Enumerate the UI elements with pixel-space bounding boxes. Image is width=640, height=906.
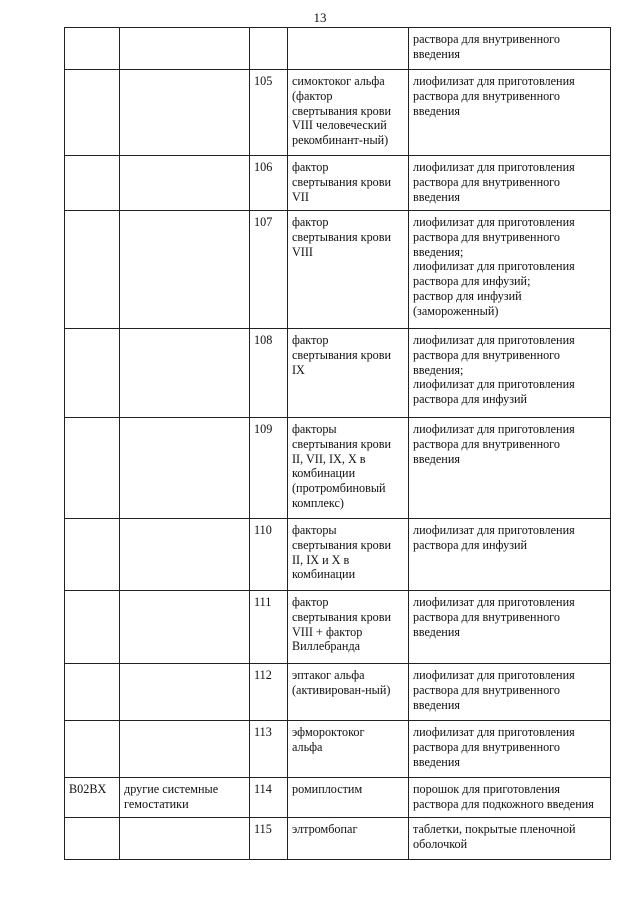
dosage-form-cell: таблетки, покрытые пленочной оболочкой (409, 818, 611, 860)
dosage-form-cell: лиофилизат для приготовления раствора для внутривенного введения (409, 70, 611, 156)
group-name-cell: другие системные гемостатики (120, 778, 250, 818)
table-row (65, 329, 611, 418)
table-row (65, 28, 611, 70)
drug-name-cell: фактор свертывания крови VIII + фактор Виллебранда (288, 591, 409, 664)
group-name-cell (120, 70, 250, 156)
group-name-cell (120, 519, 250, 591)
dosage-form-cell: лиофилизат для приготовления раствора для внутривенного введения (409, 418, 611, 519)
dosage-form-cell: лиофилизат для приготовления раствора для внутривенного введения (409, 721, 611, 778)
dosage-form-cell: лиофилизат для приготовления раствора для внутривенного введения; лиофилизат для приготовления раствора для инфузий (409, 329, 611, 418)
table-row (65, 818, 611, 860)
dosage-form-cell: лиофилизат для приготовления раствора для внутривенного введения (409, 591, 611, 664)
group-name-cell (120, 329, 250, 418)
atc-code-cell (65, 721, 120, 778)
dosage-form-cell: порошок для приготовления раствора для подкожного введения (409, 778, 611, 818)
drug-name-cell: эптаког альфа (активирован-ный) (288, 664, 409, 721)
group-name-cell (120, 591, 250, 664)
drug-name-cell: факторы свертывания крови II, IX и X в комбинации (288, 519, 409, 591)
item-number-cell (250, 28, 288, 70)
item-number-cell: 115 (250, 818, 288, 860)
atc-code-cell (65, 418, 120, 519)
item-number-cell: 112 (250, 664, 288, 721)
drug-name-cell: фактор свертывания крови VIII (288, 211, 409, 329)
atc-code-cell (65, 591, 120, 664)
group-name-cell (120, 818, 250, 860)
drug-name-cell: фактор свертывания крови IX (288, 329, 409, 418)
atc-code-cell (65, 156, 120, 211)
drug-name-cell (288, 28, 409, 70)
drug-name-cell: ромиплостим (288, 778, 409, 818)
table-row (65, 418, 611, 519)
table-row (65, 211, 611, 329)
drug-name-cell: факторы свертывания крови II, VII, IX, X в комбинации (протромбиновый комплекс) (288, 418, 409, 519)
atc-code-cell (65, 211, 120, 329)
drug-name-cell: фактор свертывания крови VII (288, 156, 409, 211)
table-row (65, 664, 611, 721)
table-row (65, 70, 611, 156)
dosage-form-cell: раствора для внутривенного введения (409, 28, 611, 70)
dosage-form-cell: лиофилизат для приготовления раствора для внутривенного введения (409, 156, 611, 211)
drug-name-cell: эфмороктоког альфа (288, 721, 409, 778)
item-number-cell: 114 (250, 778, 288, 818)
page-number: 13 (313, 10, 327, 25)
medication-table (64, 27, 611, 860)
atc-code-cell (65, 664, 120, 721)
group-name-cell (120, 418, 250, 519)
item-number-cell: 107 (250, 211, 288, 329)
item-number-cell: 113 (250, 721, 288, 778)
table-body (65, 28, 611, 860)
atc-code-cell (65, 329, 120, 418)
group-name-cell (120, 156, 250, 211)
group-name-cell (120, 211, 250, 329)
table-row (65, 721, 611, 778)
dosage-form-cell: лиофилизат для приготовления раствора для внутривенного введения; лиофилизат для приготовления раствора для инфузий; раствор для инфузий (замороженный) (409, 211, 611, 329)
drug-name-cell: элтромбопаг (288, 818, 409, 860)
atc-code-cell: B02BX (65, 778, 120, 818)
item-number-cell: 105 (250, 70, 288, 156)
item-number-cell: 111 (250, 591, 288, 664)
item-number-cell: 106 (250, 156, 288, 211)
table-row (65, 778, 611, 818)
atc-code-cell (65, 28, 120, 70)
table-row (65, 156, 611, 211)
item-number-cell: 109 (250, 418, 288, 519)
table-row (65, 519, 611, 591)
group-name-cell (120, 28, 250, 70)
dosage-form-cell: лиофилизат для приготовления раствора для инфузий (409, 519, 611, 591)
atc-code-cell (65, 519, 120, 591)
atc-code-cell (65, 818, 120, 860)
table-row (65, 591, 611, 664)
drug-name-cell: симоктоког альфа (фактор свертывания крови VIII человеческий рекомбинант-ный) (288, 70, 409, 156)
atc-code-cell (65, 70, 120, 156)
item-number-cell: 110 (250, 519, 288, 591)
group-name-cell (120, 664, 250, 721)
group-name-cell (120, 721, 250, 778)
dosage-form-cell: лиофилизат для приготовления раствора для внутривенного введения (409, 664, 611, 721)
item-number-cell: 108 (250, 329, 288, 418)
